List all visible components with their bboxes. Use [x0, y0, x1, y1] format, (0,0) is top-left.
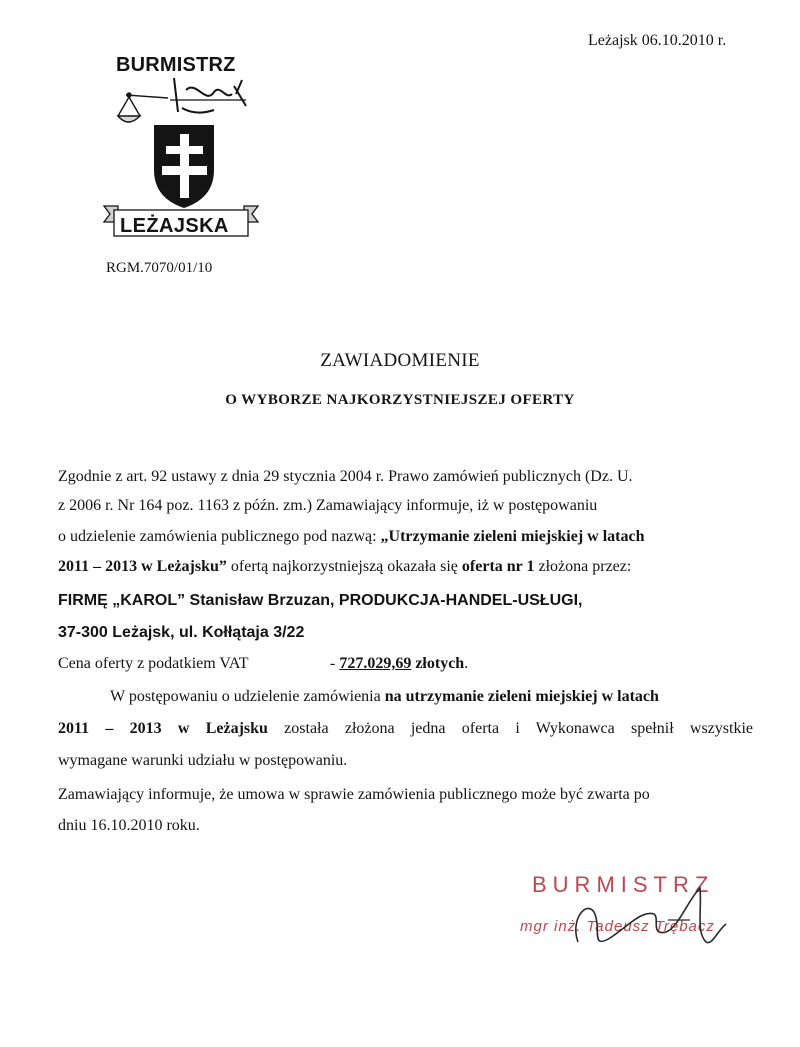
price-value: 727.029,69: [339, 655, 412, 672]
price-label: Cena oferty z podatkiem VAT: [58, 655, 249, 672]
body-line-3-text: o udzielenie zamówienia publicznego pod nazwą:: [58, 528, 381, 545]
price-dash: -: [330, 655, 340, 672]
body-line-4: [58, 558, 631, 576]
contract-name-part-2: 2011 – 2013 w Leżajsku”: [58, 558, 227, 575]
paragraph-2-years: 2011 – 2013 w Leżajsku: [58, 720, 268, 737]
paragraph-2-line-1: [110, 688, 659, 706]
emblem-ornament-icon: [170, 78, 246, 113]
contractor-name: FIRMĘ „KAROL” Stanisław Brzuzan, PRODUKCJA-HANDEL-USŁUGI,: [58, 592, 583, 609]
handwritten-signature: [550, 880, 750, 960]
paragraph-2-line-3: wymagane warunki udziału w postępowaniu.: [58, 752, 348, 769]
logo-top-text: BURMISTRZ: [116, 54, 236, 76]
price-end: .: [464, 655, 469, 672]
body-line-3: [58, 528, 644, 546]
document-date: Leżajsk 06.10.2010 r.: [588, 32, 727, 49]
body-line-2: z 2006 r. Nr 164 poz. 1163 z późn. zm.) Zamawiający informuje, iż w postępowaniu: [58, 497, 598, 514]
stamp-title: BURMISTRZ: [532, 872, 715, 897]
price-value-line: [330, 655, 468, 673]
contract-name-part-1: „Utrzymanie zieleni miejskiej w latach: [380, 528, 645, 545]
reference-number: RGM.7070/01/10: [106, 260, 213, 276]
logo-bottom-text: LEŻAJSKA: [120, 215, 229, 237]
paragraph-3-line-1: Zamawiający informuje, że umowa w sprawie zamówienia publicznego może być zwarta po: [58, 786, 650, 803]
document-title: ZAWIADOMIENIE: [320, 350, 480, 371]
body-line-1: Zgodnie z art. 92 ustawy z dnia 29 stycznia 2004 r. Prawo zamówień publicznych (Dz. U.: [58, 468, 633, 485]
document-subtitle: O WYBORZE NAJKORZYSTNIEJSZEJ OFERTY: [225, 392, 575, 408]
body-line-4-text: ofertą najkorzystniejszą okazała się: [226, 558, 462, 575]
paragraph-2-cont: została złożona jedna oferta i Wykonawca spełnił wszystkie: [267, 720, 753, 737]
paragraph-3-line-2: dniu 16.10.2010 roku.: [58, 817, 200, 834]
shield-icon: [154, 125, 214, 208]
paragraph-2-subject: na utrzymanie zieleni miejskiej w latach: [384, 688, 659, 705]
paragraph-2-line-2: [58, 720, 753, 738]
stamp-name: mgr inż. Tadeusz Trębacz: [520, 918, 715, 935]
contractor-address: 37-300 Leżajsk, ul. Kołłątaja 3/22: [58, 624, 305, 641]
offer-number: oferta nr 1: [461, 558, 535, 575]
paragraph-2-text: W postępowaniu o udzielenie zamówienia: [110, 688, 385, 705]
body-line-4-end: złożona przez:: [534, 558, 632, 575]
price-unit: złotych: [411, 655, 465, 672]
scales-icon: [118, 93, 168, 122]
price-line: [58, 655, 248, 673]
